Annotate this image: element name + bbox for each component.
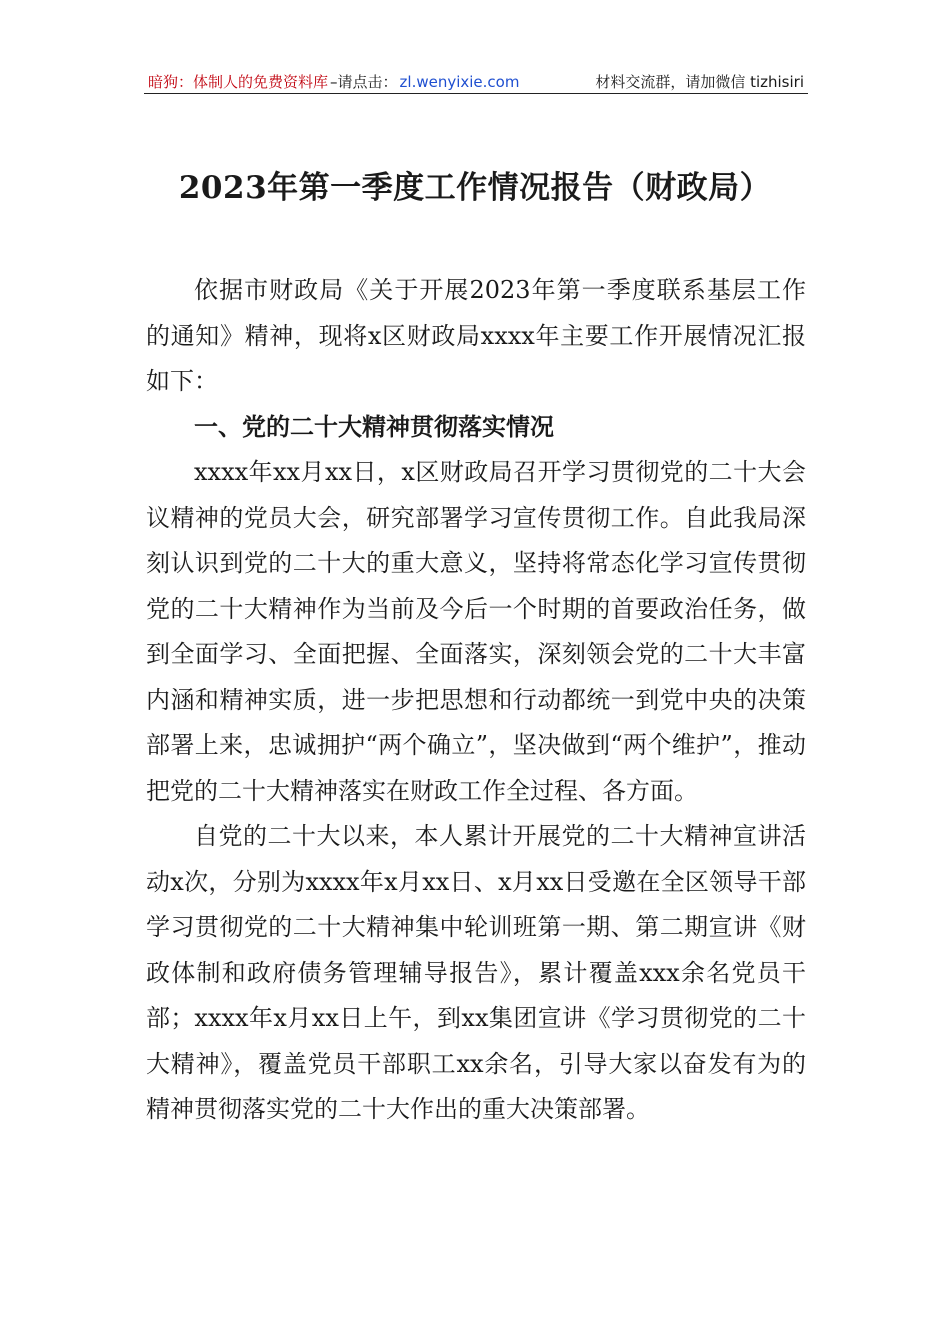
header-divider [144, 93, 808, 94]
header-left [148, 71, 519, 93]
page-header [148, 70, 804, 94]
document-title: 2023年第一季度工作情况报告（财政局） [178, 170, 772, 206]
section-heading: 一、党的二十大精神贯彻落实情况 [194, 412, 554, 441]
document-body [146, 268, 806, 1133]
header-link[interactable]: zl.wenyixie.com [399, 73, 520, 91]
header-contact: 材料交流群，请加微信 tizhisiri [595, 73, 804, 91]
header-brand: 暗狗：体制人的免费资料库 [148, 73, 329, 91]
body-paragraph-2: 自党的二十大以来，本人累计开展党的二十大精神宣讲活动x次，分别为xxxx年x月xx日、x月xx日受邀在全区领导干部学习贯彻党的二十大精神集中轮训班第一期、第二期宣讲《财政体制和政府债务管理辅导报告》，累计覆盖xxx余名党员干部；xxxx年x月xx日上午，到xx集团宣讲《学习贯彻党的二十大精神》，覆盖党员干部职工xx余名，引导大家以奋发有为的精神贯彻落实党的二十大作出的重大决策部署。 [146, 822, 806, 1123]
header-click-prompt: –请点击： [330, 73, 398, 91]
intro-paragraph: 依据市财政局《关于开展2023年第一季度联系基层工作的通知》精神，现将x区财政局xxxx年主要工作开展情况汇报如下： [146, 276, 806, 395]
body-paragraph-1: xxxx年xx月xx日，x区财政局召开学习贯彻党的二十大会议精神的党员大会，研究部署学习宣传贯彻工作。自此我局深刻认识到党的二十大的重大意义，坚持将常态化学习宣传贯彻党的二十大精神作为当前及今后一个时期的首要政治任务，做到全面学习、全面把握、全面落实，深刻领会党的二十大丰富内涵和精神实质，进一步把思想和行动都统一到党中央的决策部署上来，忠诚拥护“两个确立”，坚决做到“两个维护”，推动把党的二十大精神落实在财政工作全过程、各方面。 [146, 458, 806, 805]
